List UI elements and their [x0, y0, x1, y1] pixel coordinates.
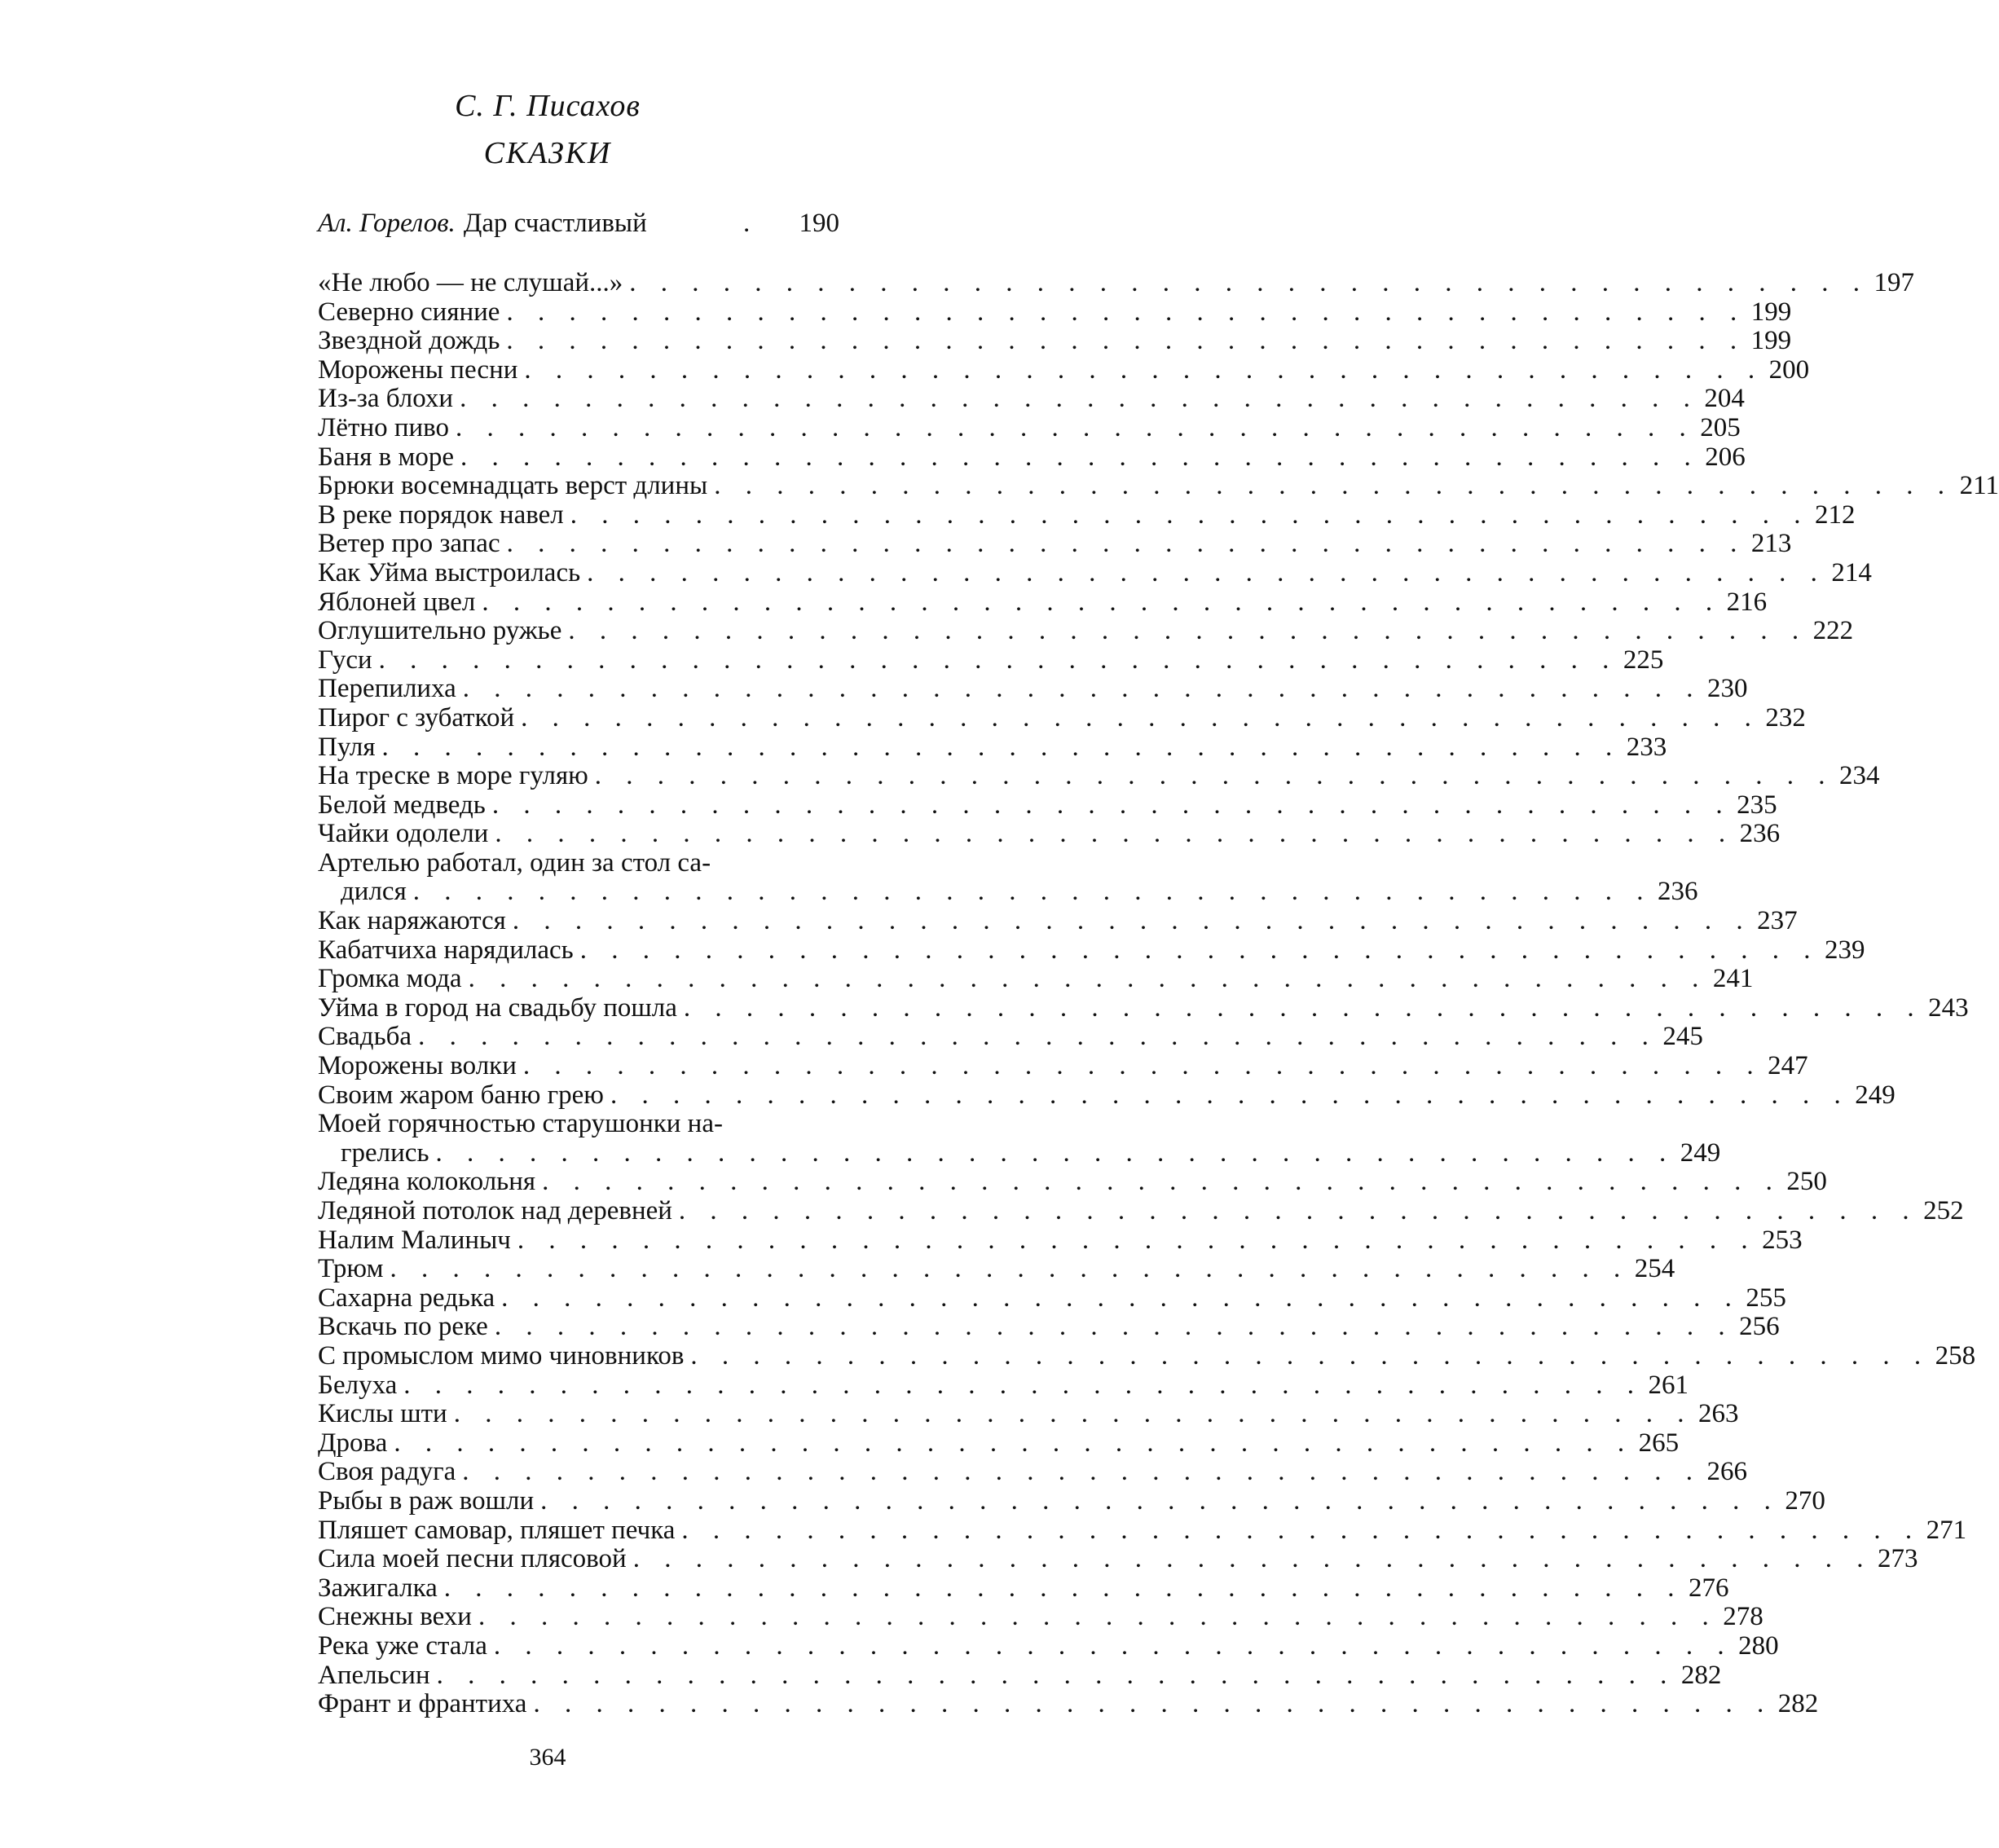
- preface-leader: .: [743, 209, 751, 238]
- toc-entry-page: 216: [1726, 587, 1768, 617]
- toc-entry-page: 256: [1739, 1312, 1780, 1342]
- toc-entry: [318, 268, 1915, 298]
- toc-entry-page: 204: [1704, 384, 1745, 414]
- toc-entry-leader: . . . . . . . . . . . . . . . . . . . . . . . . . . . . . . . . . . . . . . . .: [456, 412, 1695, 442]
- toc-entry-title: Как Уйма выстроилась: [318, 557, 581, 587]
- toc-entry-title: Рыбы в раж вошли: [318, 1485, 535, 1516]
- toc-entry-page: 241: [1712, 964, 1754, 994]
- toc-entry-page: 263: [1697, 1399, 1739, 1429]
- toc-entry-page: 212: [1815, 499, 1856, 530]
- toc-entry-page: 233: [1626, 732, 1667, 762]
- toc-entry-title: Река уже стала: [318, 1630, 487, 1661]
- toc-entry: [318, 1283, 1786, 1313]
- toc-entry-title: Яблоней цвел: [318, 587, 476, 617]
- toc-entry: [318, 1515, 1967, 1546]
- toc-entry-page: 235: [1737, 790, 1777, 820]
- toc-entry: [318, 790, 1777, 821]
- toc-entry-title: «Не любо — не слушай...»: [318, 268, 623, 297]
- toc-entry: [318, 761, 1880, 791]
- toc-entry-page: 236: [1658, 877, 1698, 907]
- toc-entry: [318, 1370, 1689, 1401]
- toc-entry-title: Вскачь по реке: [318, 1312, 488, 1342]
- toc-entry: [318, 1254, 1675, 1284]
- toc-entry-leader: . . . . . . . . . . . . . . . . . . . . . . . . . . . . . . . . . . . . . . . .: [533, 1689, 1773, 1719]
- toc-entry-title: Из-за блохи: [318, 384, 454, 414]
- toc-entry-title: Артелью работал, один за стол са-: [318, 847, 711, 878]
- toc-entry-page: 247: [1768, 1051, 1808, 1081]
- toc-entry-leader: . . . . . . . . . . . . . . . . . . . . . . . . . . . . . . . . . . . . . . . .: [403, 1370, 1644, 1400]
- toc-entry-page: 197: [1874, 268, 1915, 297]
- toc-entry: [318, 354, 1810, 385]
- page-number: 364: [529, 1744, 566, 1771]
- toc-entry: [318, 1080, 1896, 1111]
- toc-entry-title: Кислы шти: [318, 1399, 447, 1429]
- toc-entry: [318, 1573, 1729, 1604]
- toc-entry-leader: . . . . . . . . . . . . . . . . . . . . . . . . . . . . . . . . . . . . . . . .: [542, 1167, 1781, 1197]
- toc-entry: [318, 1137, 1721, 1168]
- toc-entry: [318, 471, 1999, 501]
- preface-author: Ал. Горелов.: [318, 209, 456, 238]
- preface-entry: [318, 209, 839, 239]
- toc-entry-leader: . . . . . . . . . . . . . . . . . . . . . . . . . . . . . . . . . . . . . . . .: [460, 384, 1699, 414]
- toc-entry-title: Свадьба: [318, 1022, 412, 1052]
- toc-entry-page: 245: [1662, 1022, 1703, 1052]
- toc-entry-title: Морожены песни: [318, 354, 518, 385]
- toc-entry-page: 280: [1738, 1630, 1779, 1661]
- toc-entry-page: 243: [1928, 992, 1969, 1023]
- book-title: СКАЗКИ: [483, 136, 612, 170]
- toc-entry-leader: . . . . . . . . . . . . . . . . . . . . . . . . . . . . . . . . . . . . . . . .: [436, 1660, 1676, 1690]
- toc-entry-leader: . . . . . . . . . . . . . . . . . . . . . . . . . . . . . . . . . . . . . . . .: [521, 702, 1760, 733]
- toc-entry-page: 276: [1689, 1573, 1729, 1603]
- toc-entry: [318, 1225, 1803, 1256]
- toc-entry-page: 211: [1959, 471, 1999, 501]
- toc-entry-leader: . . . . . . . . . . . . . . . . . . . . . . . . . . . . . . . . . . . . . . . .: [418, 1022, 1658, 1052]
- toc-entry-leader: . . . . . . . . . . . . . . . . . . . . . . . . . . . . . . . . . . . . . . . .: [394, 1428, 1634, 1458]
- toc-entry: [318, 702, 1806, 733]
- toc-entry-title: Как наряжаются: [318, 906, 506, 936]
- toc-entry: [318, 499, 1856, 530]
- toc-entry-page: 253: [1762, 1225, 1803, 1255]
- toc-entry-title: Брюки восемнадцать верст длины: [318, 471, 708, 501]
- toc-entry-leader: . . . . . . . . . . . . . . . . . . . . . . . . . . . . . . . . . . . . . . . .: [495, 819, 1735, 849]
- toc-entry-leader: . . . . . . . . . . . . . . . . . . . . . . . . . . . . . . . . . . . . . . . .: [462, 1457, 1702, 1487]
- toc-entry: [318, 992, 1969, 1023]
- toc-entry: [318, 412, 1741, 443]
- toc-entry-page: 213: [1750, 529, 1792, 559]
- toc-entry-title: Гуси: [318, 645, 372, 675]
- toc-entry-title: Дрова: [318, 1428, 388, 1458]
- toc-entry-page: 266: [1706, 1457, 1748, 1487]
- toc-entry-leader: . . . . . . . . . . . . . . . . . . . . . . . . . . . . . . . . . . . . . . . .: [512, 906, 1752, 936]
- toc-entry-leader: . . . . . . . . . . . . . . . . . . . . . . . . . . . . . . . . . . . . . . . .: [468, 964, 1708, 994]
- toc-entry-leader: . . . . . . . . . . . . . . . . . . . . . . . . . . . . . . . . . . . . . . . .: [462, 674, 1702, 704]
- toc-entry: [318, 1110, 839, 1139]
- toc-entry: [318, 442, 1746, 473]
- toc-entry-page: 258: [1935, 1340, 1976, 1371]
- toc-entry-leader: . . . . . . . . . . . . . . . . . . . . . . . . . . . . . . . . . . . . . . . .: [443, 1573, 1684, 1603]
- toc-entry-title: Пирог с зубаткой: [318, 702, 515, 733]
- toc-entry-page: 249: [1680, 1137, 1721, 1168]
- toc-entry-page: 250: [1786, 1167, 1827, 1197]
- toc-entry-title: Северно сияние: [318, 297, 500, 327]
- toc-entry-title: грелись: [341, 1137, 429, 1168]
- toc-entry-leader: . . . . . . . . . . . . . . . . . . . . . . . . . . . . . . . . . . . . . . . .: [378, 645, 1618, 675]
- preface-title: Дар счастливый: [463, 209, 647, 238]
- toc-entry-leader: . . . . . . . . . . . . . . . . . . . . . . . . . . . . . . . . . . . . . . . .: [681, 1515, 1922, 1545]
- toc-entry: [318, 557, 1872, 588]
- toc-entry-title: Кабатчиха нарядилась: [318, 935, 574, 965]
- toc-entry-page: 271: [1926, 1515, 1967, 1545]
- toc-entry-leader: . . . . . . . . . . . . . . . . . . . . . . . . . . . . . . . . . . . . . . . .: [540, 1485, 1780, 1516]
- toc-entry-leader: . . . . . . . . . . . . . . . . . . . . . . . . . . . . . . . . . . . . . . . .: [460, 442, 1700, 472]
- toc-entry-leader: . . . . . . . . . . . . . . . . . . . . . . . . . . . . . . . . . . . . . . . .: [522, 1051, 1763, 1081]
- toc-entry-title: Пляшет самовар, пляшет печка: [318, 1515, 676, 1545]
- toc-entry-title: Белой медведь: [318, 790, 486, 820]
- toc-entry-leader: . . . . . . . . . . . . . . . . . . . . . . . . . . . . . . . . . . . . . . . .: [506, 297, 1746, 327]
- toc-entry-leader: . . . . . . . . . . . . . . . . . . . . . . . . . . . . . . . . . . . . . . . .: [632, 1544, 1873, 1574]
- toc-entry-leader: . . . . . . . . . . . . . . . . . . . . . . . . . . . . . . . . . . . . . . . .: [506, 326, 1746, 356]
- toc-entry-leader: . . . . . . . . . . . . . . . . . . . . . . . . . . . . . . . . . . . . . . . .: [594, 761, 1834, 791]
- toc-entry-leader: . . . . . . . . . . . . . . . . . . . . . . . . . . . . . . . . . . . . . . . .: [629, 268, 1869, 297]
- toc-entry-title: Чайки одолели: [318, 819, 489, 849]
- toc-entry-title: дился: [341, 877, 407, 907]
- toc-entry-leader: . . . . . . . . . . . . . . . . . . . . . . . . . . . . . . . . . . . . . . . .: [381, 732, 1622, 762]
- toc-entry-page: 232: [1765, 702, 1806, 733]
- toc-entry-title: На треске в море гуляю: [318, 761, 588, 791]
- toc-entry: [318, 674, 1748, 704]
- toc-entry-title: Лётно пиво: [318, 412, 450, 442]
- toc-entry-title: Уйма в город на свадьбу пошла: [318, 992, 677, 1023]
- toc-entry-title: Морожены волки: [318, 1051, 517, 1081]
- toc-entry-title: С промыслом мимо чиновников: [318, 1340, 685, 1371]
- toc-entry-title: Ледяной потолок над деревней: [318, 1196, 672, 1225]
- toc-entry: [318, 645, 1664, 675]
- toc-entry-title: Оглушительно ружье: [318, 616, 562, 646]
- toc-entry-page: 265: [1638, 1428, 1680, 1458]
- toc-entry-leader: . . . . . . . . . . . . . . . . . . . . . . . . . . . . . . . . . . . . . . . .: [683, 992, 1923, 1023]
- toc-entry: [318, 1689, 1819, 1719]
- toc-entry-leader: . . . . . . . . . . . . . . . . . . . . . . . . . . . . . . . . . . . . . . . .: [501, 1283, 1741, 1313]
- toc-entry-leader: . . . . . . . . . . . . . . . . . . . . . . . . . . . . . . . . . . . . . . . .: [570, 499, 1810, 530]
- toc-entry: [318, 384, 1745, 414]
- toc-entry-leader: . . . . . . . . . . . . . . . . . . . . . . . . . . . . . . . . . . . . . . . .: [610, 1080, 1850, 1110]
- toc-entry-page: 270: [1785, 1485, 1825, 1516]
- toc-entry-page: 214: [1831, 557, 1872, 587]
- toc-entry: [318, 935, 1865, 966]
- toc-entry: [318, 1196, 1964, 1226]
- toc-entry: [318, 732, 1667, 763]
- toc-entry-page: 234: [1839, 761, 1880, 791]
- toc-entry-title: Своя радуга: [318, 1457, 456, 1487]
- toc-entry-leader: . . . . . . . . . . . . . . . . . . . . . . . . . . . . . . . . . . . . . . . .: [491, 790, 1732, 820]
- toc-entry-leader: . . . . . . . . . . . . . . . . . . . . . . . . . . . . . . . . . . . . . . . .: [482, 587, 1722, 617]
- toc-entry-leader: . . . . . . . . . . . . . . . . . . . . . . . . . . . . . . . . . . . . . . . .: [517, 1225, 1757, 1255]
- toc-entry-title: Моей горячностью старушонки на-: [318, 1109, 723, 1139]
- toc-entry-leader: . . . . . . . . . . . . . . . . . . . . . . . . . . . . . . . . . . . . . . . .: [494, 1312, 1734, 1342]
- toc-entry-leader: . . . . . . . . . . . . . . . . . . . . . . . . . . . . . . . . . . . . . . . .: [412, 877, 1653, 907]
- toc-entry-title: Трюм: [318, 1254, 384, 1284]
- toc-entry: [318, 906, 1798, 936]
- toc-entry-title: Пуля: [318, 732, 376, 762]
- toc-entry-title: Зажигалка: [318, 1573, 438, 1603]
- toc-entry-leader: . . . . . . . . . . . . . . . . . . . . . . . . . . . . . . . . . . . . . . . .: [579, 935, 1820, 965]
- toc-entry-title: Апельсин: [318, 1660, 430, 1690]
- toc-entry: [318, 1312, 1780, 1342]
- toc-entry: [318, 964, 1754, 994]
- toc-entry: [318, 1399, 1739, 1429]
- toc-entry-page: 239: [1824, 935, 1865, 965]
- toc-entry-page: 225: [1623, 645, 1664, 675]
- toc-entry-page: 236: [1739, 819, 1781, 849]
- toc-entry-page: 205: [1700, 412, 1741, 442]
- toc-entry-leader: . . . . . . . . . . . . . . . . . . . . . . . . . . . . . . . . . . . . . . . .: [390, 1254, 1630, 1284]
- table-of-contents: [318, 268, 1999, 1719]
- toc-entry-title: Франт и франтиха: [318, 1689, 527, 1719]
- toc-entry: [318, 1022, 1703, 1052]
- book-author: С. Г. Писахов: [455, 89, 641, 123]
- toc-entry-page: 255: [1746, 1283, 1786, 1313]
- toc-entry-page: 249: [1855, 1080, 1896, 1110]
- toc-entry: [318, 1630, 1779, 1661]
- toc-entry: [318, 326, 1792, 356]
- toc-entry-page: 254: [1634, 1254, 1675, 1284]
- toc-entry-leader: . . . . . . . . . . . . . . . . . . . . . . . . . . . . . . . . . . . . . . . .: [478, 1602, 1718, 1632]
- toc-entry: [318, 877, 1698, 907]
- toc-entry: [318, 1660, 1722, 1691]
- toc-entry: [318, 1457, 1748, 1487]
- toc-entry-page: 237: [1757, 906, 1798, 936]
- toc-entry-page: 282: [1777, 1689, 1819, 1719]
- toc-entry-title: Сила моей песни плясовой: [318, 1544, 627, 1574]
- toc-entry: [318, 616, 1854, 646]
- toc-entry-leader: . . . . . . . . . . . . . . . . . . . . . . . . . . . . . . . . . . . . . . . .: [493, 1630, 1733, 1661]
- toc-entry-leader: . . . . . . . . . . . . . . . . . . . . . . . . . . . . . . . . . . . . . . . .: [690, 1340, 1931, 1371]
- toc-entry-page: 282: [1680, 1660, 1722, 1690]
- toc-entry: [318, 1340, 1976, 1371]
- toc-entry-title: В реке порядок навел: [318, 499, 564, 530]
- toc-entry-page: 278: [1723, 1602, 1763, 1632]
- toc-entry-page: 206: [1705, 442, 1746, 472]
- toc-entry-leader: . . . . . . . . . . . . . . . . . . . . . . . . . . . . . . . . . . . . . . . .: [678, 1196, 1918, 1225]
- toc-entry-title: Ледяна колокольня: [318, 1167, 536, 1197]
- toc-entry-page: 222: [1812, 616, 1854, 646]
- toc-entry-title: Налим Малиныч: [318, 1225, 511, 1255]
- toc-entry-title: Ветер про запас: [318, 529, 500, 559]
- preface-page: 190: [799, 209, 839, 238]
- toc-entry-title: Белуха: [318, 1370, 398, 1400]
- toc-entry: [318, 529, 1792, 559]
- toc-entry-leader: . . . . . . . . . . . . . . . . . . . . . . . . . . . . . . . . . . . . . . . .: [435, 1137, 1675, 1168]
- toc-entry: [318, 1544, 1918, 1574]
- toc-entry-leader: . . . . . . . . . . . . . . . . . . . . . . . . . . . . . . . . . . . . . . . .: [453, 1399, 1693, 1429]
- toc-entry-leader: . . . . . . . . . . . . . . . . . . . . . . . . . . . . . . . . . . . . . . . .: [506, 529, 1746, 559]
- toc-entry: [318, 1051, 1808, 1081]
- toc-entry: [318, 1428, 1680, 1459]
- toc-entry-page: 252: [1923, 1196, 1964, 1225]
- toc-entry-title: Снежны вехи: [318, 1602, 472, 1632]
- toc-entry-leader: . . . . . . . . . . . . . . . . . . . . . . . . . . . . . . . . . . . . . . . .: [568, 616, 1808, 646]
- toc-entry-page: 273: [1877, 1544, 1918, 1574]
- toc-entry-title: Громка мода: [318, 964, 462, 994]
- toc-entry: [318, 1485, 1825, 1516]
- toc-entry-title: Своим жаром баню грею: [318, 1080, 604, 1110]
- toc-entry: [318, 297, 1792, 328]
- toc-entry-title: Перепилиха: [318, 674, 456, 704]
- toc-entry: [318, 587, 1768, 618]
- toc-entry-leader: . . . . . . . . . . . . . . . . . . . . . . . . . . . . . . . . . . . . . . . .: [587, 557, 1826, 587]
- toc-entry-page: 200: [1768, 354, 1810, 385]
- toc-entry-title: Сахарна редька: [318, 1283, 495, 1313]
- toc-entry-leader: . . . . . . . . . . . . . . . . . . . . . . . . . . . . . . . . . . . . . . . .: [524, 354, 1764, 385]
- toc-entry-leader: . . . . . . . . . . . . . . . . . . . . . . . . . . . . . . . . . . . . . . . .: [714, 471, 1953, 501]
- toc-entry: [318, 849, 839, 878]
- toc-entry: [318, 1602, 1763, 1632]
- toc-entry-page: 199: [1750, 326, 1792, 356]
- toc-entry-title: Звездной дождь: [318, 326, 500, 356]
- toc-entry-page: 230: [1707, 674, 1748, 704]
- toc-entry: [318, 1167, 1827, 1197]
- toc-entry-page: 199: [1750, 297, 1792, 327]
- toc-entry-page: 261: [1648, 1370, 1689, 1400]
- toc-entry: [318, 819, 1781, 849]
- toc-entry-title: Баня в море: [318, 442, 455, 472]
